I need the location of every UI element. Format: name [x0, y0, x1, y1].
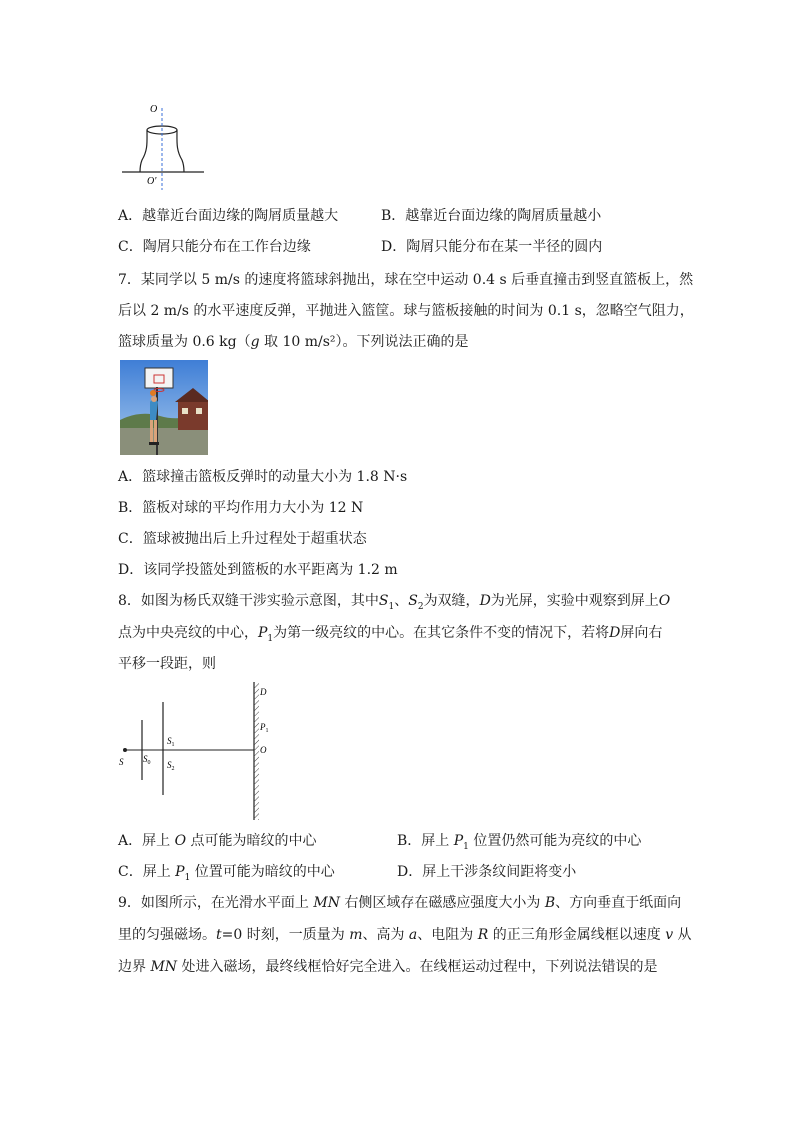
screen-hatch: [254, 682, 259, 820]
q7-option-b: B．篮板对球的平均作用力大小为 12 N: [118, 500, 364, 516]
q7-option-c: C．篮球被抛出后上升过程处于超重状态: [118, 531, 367, 547]
q8-option-a: A．屏上 O 点可能为暗纹的中心: [118, 833, 317, 849]
q7-stem-line-3: 篮球质量为 0.6 kg（g 取 10 m/s²）。下列说法正确的是: [118, 334, 469, 350]
q8-stem-line-1: 8．如图为杨氏双缝干涉实验示意图，其中$S_1$、$S_2$为双缝，D为光屏，实验中观察到屏上O: [118, 593, 671, 612]
q8-option-c: C．屏上 $P_1$ 位置可能为暗纹的中心: [118, 864, 335, 883]
q9-stem-line-3: 边界 MN 处进入磁场，最终线框恰好完全进入。在线框运动过程中，下列说法错误的是: [118, 959, 658, 975]
label-S0: $S_0$: [143, 754, 151, 766]
q6-option-c: C．陶屑只能分布在工作台边缘: [118, 239, 311, 255]
double-slit-figure: [115, 680, 285, 825]
label-O: O: [260, 745, 267, 755]
pottery-wheel-figure: [118, 100, 208, 192]
q8-option-d: D．屏上干涉条纹间距将变小: [397, 864, 577, 880]
q6-option-d: D．陶屑只能分布在某一半径的圆内: [381, 239, 603, 255]
label-P1: $P_1$: [260, 722, 269, 734]
label-D: D: [260, 687, 267, 697]
table-body-right: [177, 130, 184, 172]
q6-option-b: B．越靠近台面边缘的陶屑质量越小: [381, 208, 602, 224]
source-point: [123, 748, 127, 752]
label-O: O: [150, 104, 158, 115]
q8-stem-line-3: 平移一段距，则: [118, 656, 216, 672]
q8-option-b: B．屏上 $P_1$ 位置仍然可能为亮纹的中心: [397, 833, 642, 852]
q7-stem-line-1: 7．某同学以 5 m/s 的速度将篮球斜抛出，球在空中运动 0.4 s 后垂直撞击到竖直篮板上，然: [118, 272, 694, 288]
q9-stem-line-1: 9．如图所示，在光滑水平面上 MN 右侧区域存在磁感应强度大小为 B、方向垂直于纸面向: [118, 895, 682, 911]
q7-option-a: A．篮球撞击篮板反弹时的动量大小为 1.8 N·s: [118, 469, 408, 485]
q7-option-d: D．该同学投篮处到篮板的水平距离为 1.2 m: [118, 562, 398, 578]
basketball-photo: [120, 360, 208, 455]
q6-option-a: A．越靠近台面边缘的陶屑质量越大: [118, 208, 339, 224]
q7-stem-line-2: 后以 2 m/s 的水平速度反弹，平抛进入篮筐。球与篮板接触的时间为 0.1 s，忽略空气阻力，: [118, 303, 694, 319]
label-O-prime: O': [147, 176, 157, 187]
label-S1: $S_1$: [167, 736, 175, 748]
q8-stem-line-2: 点为中央亮纹的中心，$P_1$为第一级亮纹的中心。在其它条件不变的情况下，若将D屏向右: [118, 625, 663, 644]
table-body-left: [140, 130, 147, 172]
q9-stem-line-2: 里的匀强磁场。t=0 时刻，一质量为 m、高为 a、电阻为 R 的正三角形金属线框以速度 v 从: [118, 927, 692, 943]
label-S2: $S_2$: [167, 760, 175, 772]
label-S: S: [119, 757, 124, 767]
